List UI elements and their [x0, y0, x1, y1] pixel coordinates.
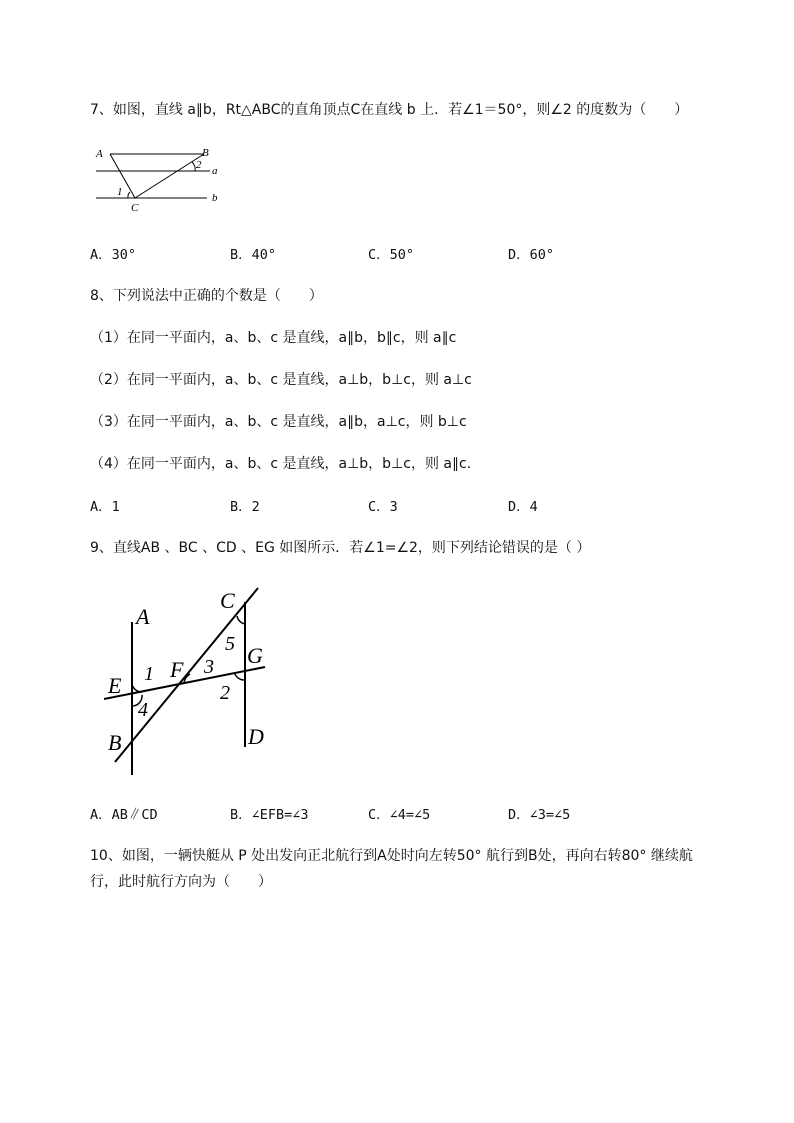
q9-option-d[interactable]: D．∠3=∠5: [508, 807, 571, 823]
q9-option-a[interactable]: A．AB∥CD: [90, 807, 158, 823]
label-3: 3: [204, 656, 214, 678]
q8-option-c[interactable]: C．3: [368, 499, 398, 515]
label-F: F: [170, 657, 184, 682]
q7-stem: 7、如图，直线 a∥b，Rt△ABC的直角顶点C在直线 b 上．若∠1＝50°，则∠2 的度数为（ ）: [90, 102, 689, 118]
label-C: C: [131, 202, 139, 214]
q7-option-b[interactable]: B．40°: [230, 247, 277, 263]
q7-option-a[interactable]: A．30°: [90, 247, 137, 263]
q7-option-c[interactable]: C．50°: [368, 247, 415, 263]
label-4: 4: [138, 699, 148, 721]
q8-stem: 8、下列说法中正确的个数是（ ）: [90, 288, 323, 304]
q7-figure: [92, 143, 232, 215]
q8-option-b[interactable]: B．2: [230, 499, 260, 515]
label-1: 1: [117, 186, 123, 198]
q10-stem-line-1: 10、如图，一辆快艇从 P 处出发向正北航行到A处时向左转50° 航行到B处，再向右转80° 继续航: [90, 848, 693, 864]
label-B: B: [202, 147, 209, 159]
label-b: b: [212, 192, 218, 204]
label-A: A: [136, 604, 150, 629]
q8-item-1: （1）在同一平面内，a、b、c 是直线，a∥b，b∥c，则 a∥c: [90, 330, 457, 346]
label-E: E: [108, 673, 122, 698]
segment-BC: [135, 154, 204, 198]
q8-option-d[interactable]: D．4: [508, 499, 538, 515]
angle-5-arc: [237, 616, 245, 624]
q9-stem: 9、直线AB 、BC 、CD 、EG 如图所示．若∠1=∠2，则下列结论错误的是（ ）: [90, 540, 591, 556]
label-2: 2: [196, 159, 202, 171]
label-B: B: [108, 730, 122, 755]
label-2: 2: [220, 682, 230, 704]
q9-option-b[interactable]: B．∠EFB=∠3: [230, 807, 309, 823]
label-5: 5: [225, 633, 235, 655]
label-G: G: [247, 643, 263, 668]
q8-item-4: （4）在同一平面内，a、b、c 是直线，a⊥b，b⊥c，则 a∥c.: [90, 456, 472, 472]
angle-2-arc: [235, 674, 245, 680]
q8-option-a[interactable]: A．1: [90, 499, 120, 515]
angle-2-arc: [192, 162, 195, 171]
segment-AC: [110, 154, 135, 198]
q8-item-2: （2）在同一平面内，a、b、c 是直线，a⊥b，b⊥c，则 a⊥c: [90, 372, 472, 388]
q10-stem-line-2: 行，此时航行方向为（ ）: [90, 874, 272, 890]
label-1: 1: [144, 663, 154, 685]
angle-1-arc: [128, 192, 130, 198]
label-A: A: [96, 148, 103, 160]
q8-item-3: （3）在同一平面内，a、b、c 是直线，a∥b，a⊥c，则 b⊥c: [90, 414, 467, 430]
label-C: C: [220, 588, 235, 613]
q7-option-d[interactable]: D．60°: [508, 247, 555, 263]
q9-option-c[interactable]: C．∠4=∠5: [368, 807, 431, 823]
label-a: a: [212, 165, 218, 177]
label-D: D: [248, 724, 264, 749]
q9-figure: [100, 580, 280, 780]
